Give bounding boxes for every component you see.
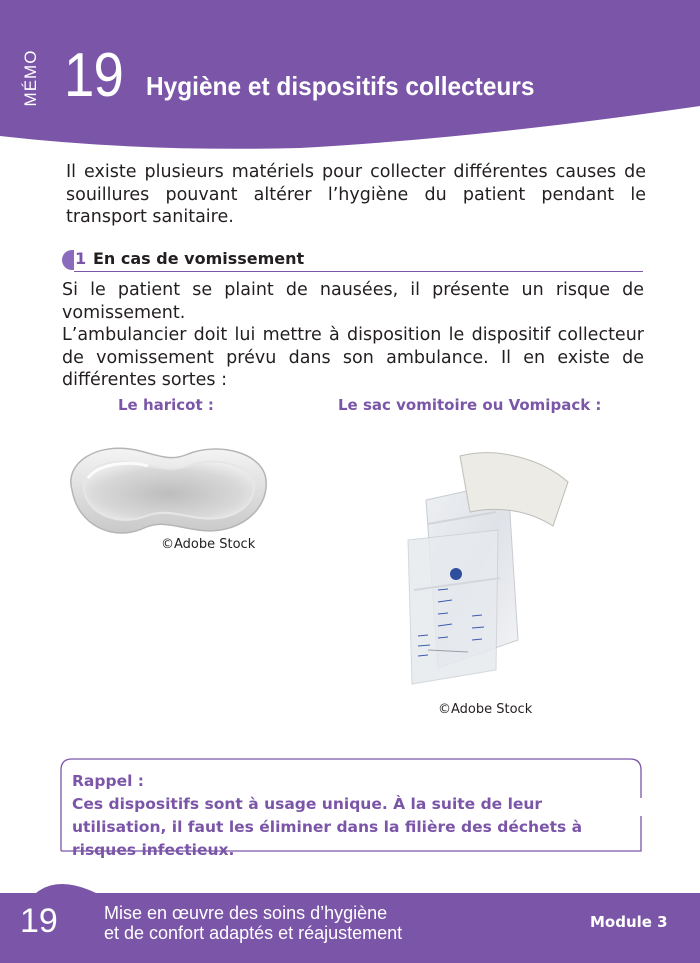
footer-title-line-2: et de confort adaptés et réajustement (104, 923, 403, 943)
page-header (0, 0, 700, 150)
memo-label: MÉMO (21, 49, 40, 107)
memo-number: 19 (64, 41, 123, 110)
reminder-box (60, 758, 642, 859)
section-rule (74, 271, 643, 273)
page-title: Hygiène et dispositifs collecteurs (146, 71, 535, 101)
footer-title (104, 903, 524, 943)
sac-caption: Le sac vomitoire ou Vomipack : (338, 396, 602, 414)
section-body (62, 279, 644, 392)
footer-page-number: 19 (20, 902, 58, 940)
reminder-title: Rappel : (72, 772, 145, 790)
body-paragraph-2: L’ambulancier doit lui mettre à disposition le dispositif collecteur de vomissement prévu dans son ambulance. Il en existe de différentes sortes : (62, 325, 644, 390)
reminder-text: Ces dispositifs sont à usage unique. À la suite de leur utilisation, il faut les éliminer dans la filière des déchets à risques infectieux. (72, 795, 583, 859)
reminder-content (72, 770, 636, 862)
vomipack-image (368, 440, 580, 692)
section-number: 1 (75, 249, 87, 268)
body-paragraph-1: Si le patient se plaint de nausées, il présente un risque de vomissement. (62, 280, 644, 323)
section-heading (62, 248, 643, 272)
haricot-image (58, 432, 273, 542)
haricot-caption: Le haricot : (118, 396, 214, 414)
footer-title-line-1: Mise en œuvre des soins d’hygiène (104, 903, 388, 923)
footer-module: Module 3 (590, 913, 668, 931)
haricot-credit: ©Adobe Stock (161, 537, 256, 552)
intro-paragraph: Il existe plusieurs matériels pour collecter différentes causes de souillures pouvant altérer l’hygiène du patient pendant le transport sanitaire. (66, 162, 646, 227)
section-title: En cas de vomissement (93, 249, 305, 268)
section-tab (62, 250, 74, 270)
vomipack-credit: ©Adobe Stock (438, 702, 533, 717)
page-footer (0, 883, 700, 963)
